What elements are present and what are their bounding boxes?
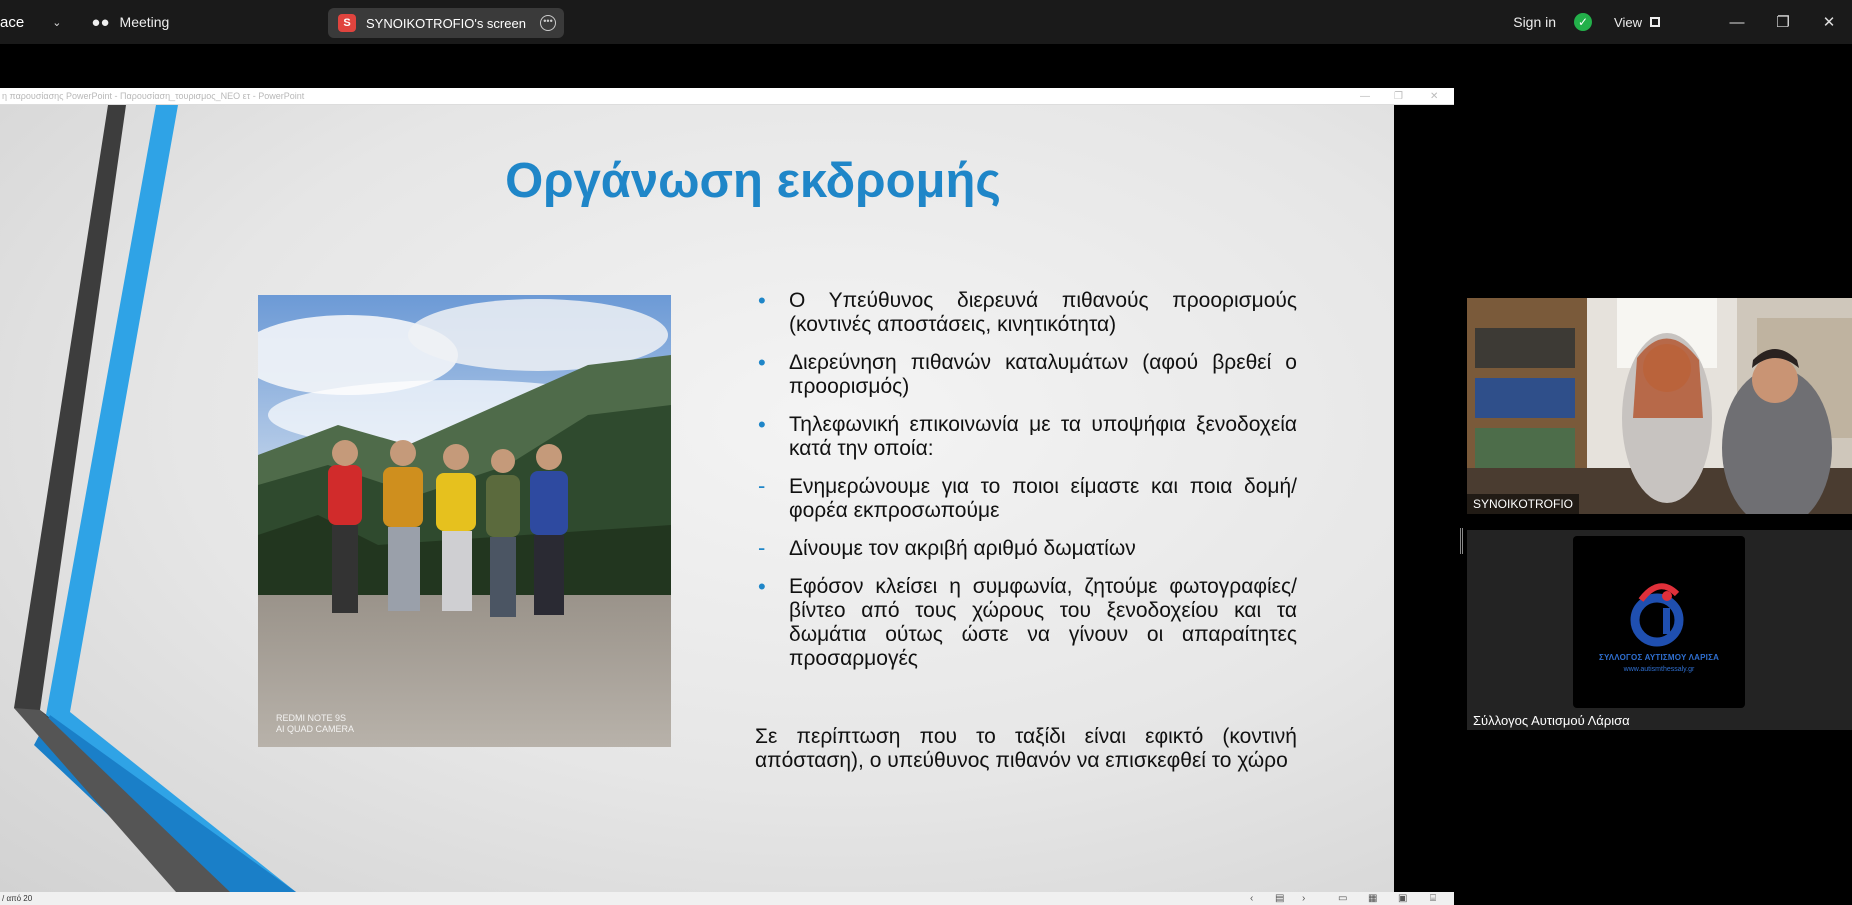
bullet-list — [755, 289, 1297, 685]
bullet-dot-icon: • — [758, 412, 766, 437]
bullet-text: Δίνουμε τον ακριβή αριθμό δωματίων — [789, 537, 1136, 560]
view-label: View — [1614, 14, 1642, 30]
slide-sorter-icon[interactable]: ▦ — [1368, 893, 1378, 904]
restore-button[interactable]: ❐ — [1776, 14, 1790, 31]
bullet-text: Ενημερώνουμε για το ποιοι είμαστε και ποια δομή/φορέα εκπροσωπούμε — [789, 475, 1297, 522]
bullet-text: Διερεύνηση πιθανών καταλυμάτων (αφού βρεθεί ο προορισμός) — [789, 351, 1297, 398]
bullet-item — [755, 289, 1297, 337]
panel-resize-handle[interactable] — [1460, 528, 1463, 554]
share-badge: S — [338, 14, 356, 32]
meeting-button[interactable] — [91, 14, 169, 31]
camera-watermark — [276, 713, 354, 735]
logo-text: ΣΥΛΛΟΓΟΣ ΑΥΤΙΣΜΟΥ ΛΑΡΙΣΑ — [1598, 653, 1720, 662]
webcam-video-image — [1467, 298, 1852, 514]
watermark-line-2: AI QUAD CAMERA — [276, 724, 355, 734]
logo-url: www.autismthessaly.gr — [1623, 666, 1695, 673]
reading-view-icon[interactable]: ▣ — [1398, 893, 1408, 904]
autism-logo-icon — [1573, 536, 1745, 651]
ppt-minimize-icon: — — [1360, 91, 1370, 102]
bullet-text: Ο Υπεύθυνος διερευνά πιθανούς προορισμούς (κοντινές αποστάσεις, κινητικότητα) — [789, 289, 1297, 336]
bullet-dot-icon: • — [758, 350, 766, 375]
people-icon: ●​● — [91, 13, 110, 31]
meeting-toolbar — [0, 0, 1852, 44]
slide-note: Σε περίπτωση που το ταξίδι είναι εφικτό (κοντινή απόσταση), ο υπεύθυνος πιθανόν να επισκεφθεί το χώρο — [755, 725, 1297, 772]
prev-slide-icon[interactable]: ‹ — [1250, 893, 1254, 904]
presentation-margin — [1394, 105, 1454, 892]
notes-icon[interactable]: ▤ — [1275, 893, 1285, 904]
normal-view-icon[interactable]: ▭ — [1338, 893, 1348, 904]
slide-counter: / από 20 — [2, 894, 33, 903]
presentation-slide — [0, 105, 1394, 892]
shield-check-icon[interactable]: ✓ — [1574, 13, 1592, 31]
participant-name: SYNOIKOTROFIO — [1467, 494, 1579, 514]
app-name: ace — [0, 13, 25, 31]
powerpoint-status-bar — [0, 892, 1454, 905]
sign-in-button[interactable]: Sign in — [1513, 14, 1557, 30]
bullet-item — [755, 413, 1297, 461]
participant-name: Σύλλογος Αυτισμού Λάρισα — [1473, 713, 1630, 728]
grid-icon — [1650, 17, 1660, 27]
ppt-close-icon: ✕ — [1430, 91, 1439, 102]
bullet-item — [755, 537, 1297, 561]
watermark-line-1: REDMI NOTE 9S — [276, 713, 347, 723]
participant-tile[interactable] — [1467, 298, 1852, 514]
organization-logo — [1573, 536, 1745, 708]
more-options-icon[interactable]: ••• — [540, 15, 556, 31]
bullet-dash-icon: - — [758, 473, 766, 498]
powerpoint-title-bar — [0, 88, 1454, 105]
participant-tile[interactable] — [1467, 530, 1852, 730]
group-photo — [258, 295, 671, 747]
minimize-button[interactable]: — — [1729, 13, 1745, 31]
slide-title: Οργάνωση εκδρομής — [505, 154, 1001, 208]
share-label: SYNOIKOTROFIO's screen — [366, 15, 526, 31]
bullet-dot-icon: • — [758, 288, 766, 313]
mountain-photo-image — [258, 295, 671, 747]
bullet-dot-icon: • — [758, 574, 766, 599]
close-button[interactable]: ✕ — [1822, 14, 1836, 31]
slideshow-icon[interactable]: ⌸ — [1430, 893, 1436, 904]
view-button[interactable] — [1614, 15, 1660, 30]
ppt-restore-icon: ❐ — [1394, 91, 1403, 102]
bullet-item — [755, 475, 1297, 523]
bullet-text: Τηλεφωνική επικοινωνία με τα υποψήφια ξενοδοχεία κατά την οποία: — [789, 413, 1297, 460]
screen-share-indicator[interactable] — [328, 8, 564, 38]
bullet-item — [755, 351, 1297, 399]
bullet-item — [755, 575, 1297, 671]
meeting-label: Meeting — [119, 14, 170, 30]
bullet-dash-icon: - — [758, 535, 766, 560]
powerpoint-title: η παρουσίασης PowerPoint - Παρουσίαση_τουρισμος_ΝΕΟ ετ - PowerPoint — [2, 91, 305, 101]
next-slide-icon[interactable]: › — [1302, 893, 1306, 904]
chevron-down-icon[interactable]: ⌄ — [52, 16, 62, 29]
bullet-text: Εφόσον κλείσει η συμφωνία, ζητούμε φωτογραφίες/βίντεο από τους χώρους του ξενοδοχείου και τα δωμάτια ούτως ώστε να γίνουν οι απαραίτητες προσαρμογές — [789, 575, 1297, 670]
